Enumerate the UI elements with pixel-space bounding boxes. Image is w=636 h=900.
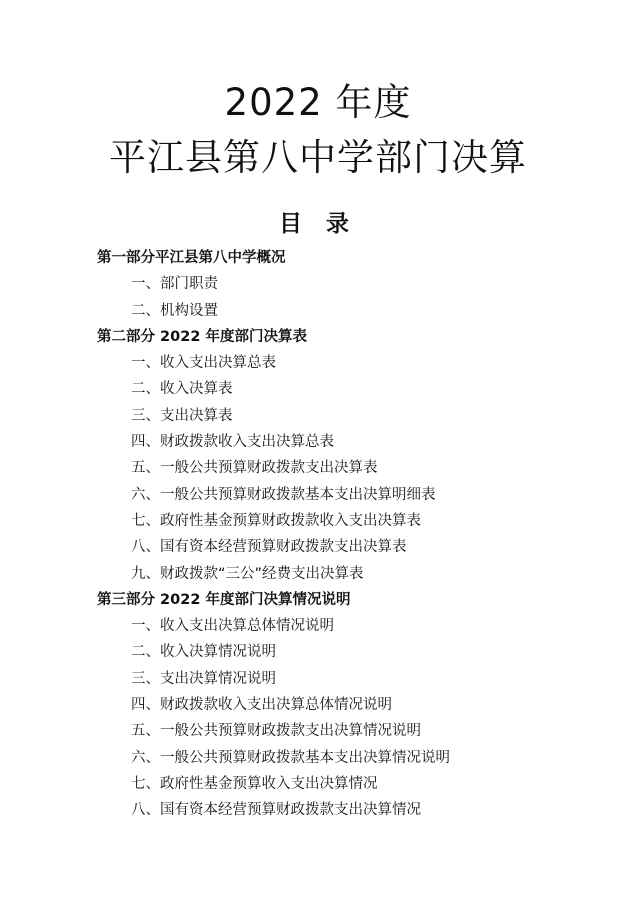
toc-part-2: 第二部分 2022 年度部门决算表 <box>97 328 307 345</box>
toc-item: 三、支出决算表 <box>131 407 233 424</box>
toc-item: 八、国有资本经营预算财政拨款支出决算表 <box>131 539 407 556</box>
toc-part-1: 第一部分平江县第八中学概况 <box>97 250 286 266</box>
toc-item: 九、财政拨款“三公”经费支出决算表 <box>131 565 364 582</box>
toc-item: 六、一般公共预算财政拨款基本支出决算情况说明 <box>131 749 450 766</box>
document-title-year: 2022 年度 <box>224 81 412 124</box>
toc-part-3: 第三部分 2022 年度部门决算情况说明 <box>97 591 351 608</box>
toc-item: 一、收入支出决算总体情况说明 <box>131 618 334 635</box>
toc-item: 六、一般公共预算财政拨款基本支出决算明细表 <box>131 486 436 503</box>
toc-item: 二、收入决算情况说明 <box>131 644 276 661</box>
toc-heading: 目 录 <box>278 211 357 237</box>
table-of-contents <box>0 245 636 824</box>
toc-item: 二、收入决算表 <box>131 381 233 398</box>
document-title-name: 平江县第八中学部门决算 <box>109 136 527 179</box>
toc-item: 七、政府性基金预算财政拨款收入支出决算表 <box>131 512 421 529</box>
toc-item: 三、支出决算情况说明 <box>131 670 276 687</box>
toc-item: 二、机构设置 <box>131 302 218 319</box>
toc-item: 一、部门职责 <box>131 276 218 293</box>
toc-item: 五、一般公共预算财政拨款支出决算情况说明 <box>131 723 421 740</box>
toc-item: 八、国有资本经营预算财政拨款支出决算情况 <box>131 802 421 819</box>
toc-item: 五、一般公共预算财政拨款支出决算表 <box>131 460 378 477</box>
toc-item: 七、政府性基金预算收入支出决算情况 <box>131 775 378 792</box>
toc-item: 四、财政拨款收入支出决算总体情况说明 <box>131 697 392 714</box>
toc-item: 四、财政拨款收入支出决算总表 <box>131 434 334 451</box>
toc-item: 一、收入支出决算总表 <box>131 355 276 372</box>
